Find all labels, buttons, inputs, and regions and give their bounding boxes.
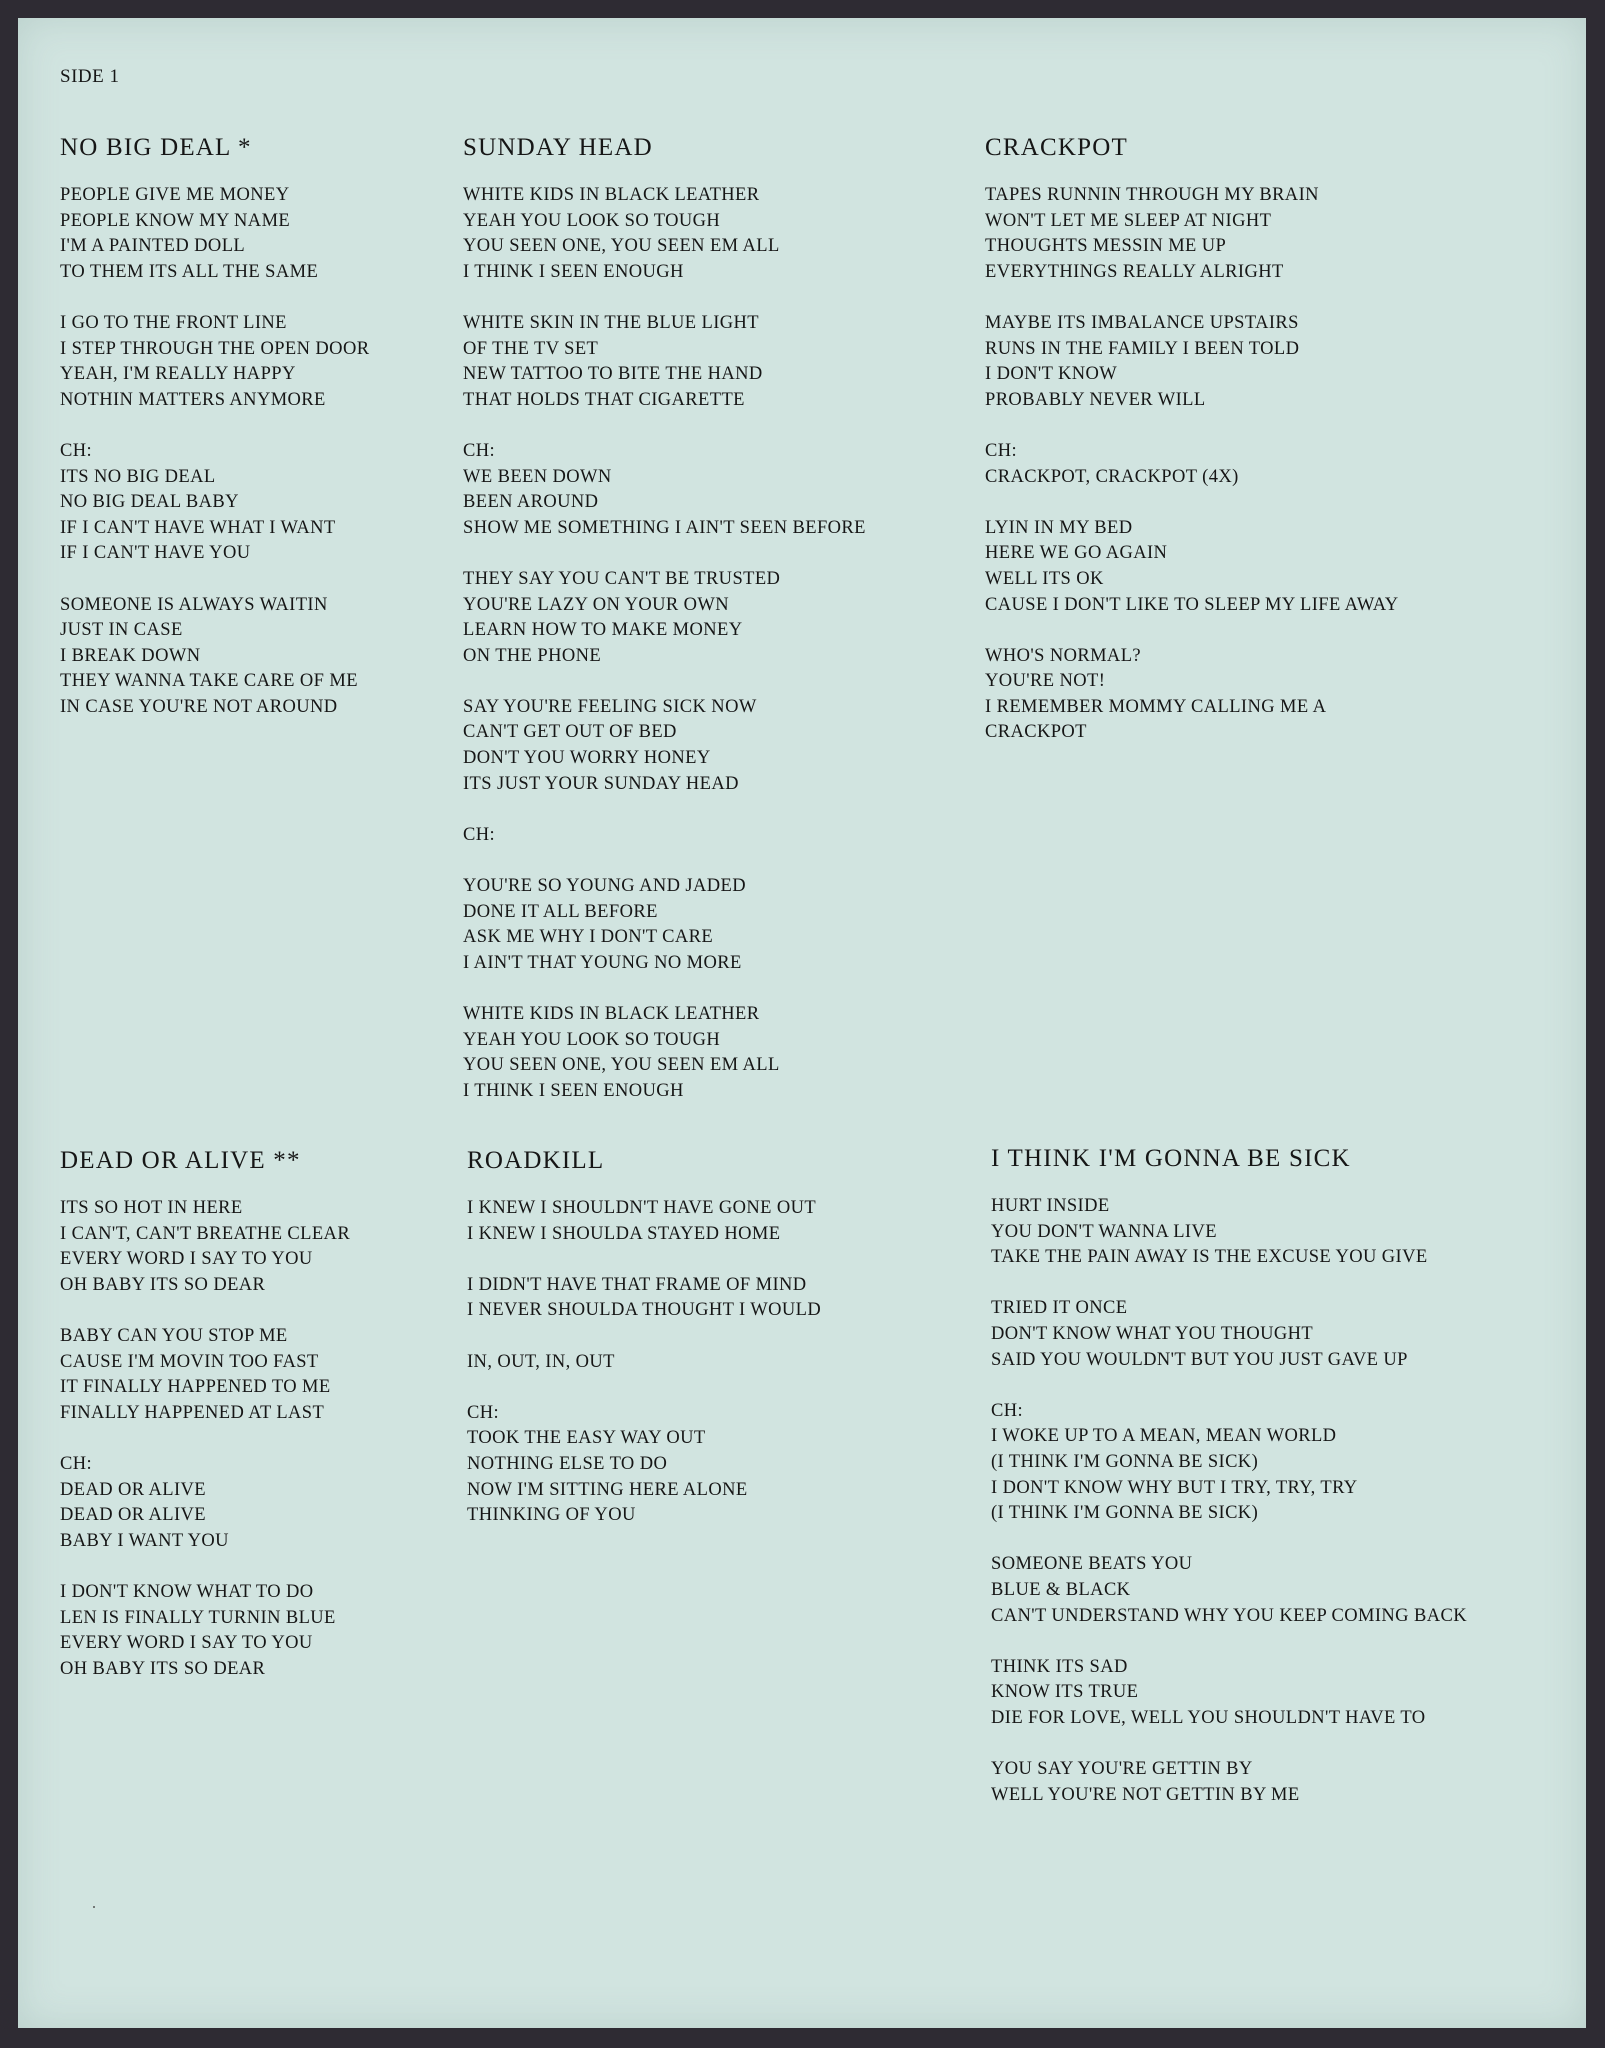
lyric-line: PEOPLE KNOW MY NAME — [60, 210, 291, 231]
lyric-line: ASK ME WHY I DON'T CARE — [463, 927, 714, 948]
stanza — [985, 644, 1399, 746]
song-title: I THINK I'M GONNA BE SICK — [991, 1145, 1351, 1172]
stanza — [991, 1194, 1467, 1271]
lyric-line: I THINK I SEEN ENOUGH — [463, 1080, 684, 1101]
lyric-line: I AIN'T THAT YOUNG NO MORE — [463, 952, 742, 973]
lyric-line: CAN'T GET OUT OF BED — [463, 722, 677, 743]
lyric-line: BABY CAN YOU STOP ME — [60, 1325, 288, 1346]
lyric-line: DEAD OR ALIVE — [60, 1479, 206, 1500]
stanza — [463, 439, 866, 541]
lyric-line: TRIED IT ONCE — [991, 1298, 1128, 1319]
lyric-line: FINALLY HAPPENED AT LAST — [60, 1402, 325, 1423]
lyric-line: THINKING OF YOU — [467, 1505, 636, 1526]
lyric-line: NOTHIN MATTERS ANYMORE — [60, 389, 326, 410]
lyric-line: NEW TATTOO TO BITE THE HAND — [463, 364, 763, 385]
lyric-line: IN, OUT, IN, OUT — [467, 1351, 615, 1372]
lyric-line: MAYBE ITS IMBALANCE UPSTAIRS — [985, 312, 1299, 333]
lyric-line: SAID YOU WOULDN'T BUT YOU JUST GAVE UP — [991, 1349, 1408, 1370]
stanza — [985, 516, 1399, 618]
lyric-line: YOU SEEN ONE, YOU SEEN EM ALL — [463, 236, 780, 257]
lyric-line: I WOKE UP TO A MEAN, MEAN WORLD — [991, 1426, 1337, 1447]
lyric-line: (I THINK I'M GONNA BE SICK) — [991, 1503, 1259, 1524]
lyric-line: DIE FOR LOVE, WELL YOU SHOULDN'T HAVE TO — [991, 1707, 1426, 1728]
stanza — [60, 311, 369, 413]
lyric-line: DONE IT ALL BEFORE — [463, 901, 658, 922]
stanza — [985, 439, 1399, 490]
stanza — [467, 1401, 821, 1529]
lyric-line: CAUSE I DON'T LIKE TO SLEEP MY LIFE AWAY — [985, 594, 1399, 615]
lyric-line: IN CASE YOU'RE NOT AROUND — [60, 696, 338, 717]
lyric-line: CH: — [60, 440, 93, 461]
stanza — [463, 567, 866, 669]
lyric-line: YOU SEEN ONE, YOU SEEN EM ALL — [463, 1055, 780, 1076]
lyric-line: WE BEEN DOWN — [463, 466, 612, 487]
stanza — [463, 311, 866, 413]
stanza — [60, 1580, 350, 1682]
stanza — [467, 1196, 821, 1247]
lyric-line: EVERYTHINGS REALLY ALRIGHT — [985, 261, 1284, 282]
lyric-line: CH: — [467, 1402, 500, 1423]
song-title: ROADKILL — [467, 1147, 605, 1174]
lyric-line: BABY I WANT YOU — [60, 1530, 229, 1551]
stanza — [991, 1399, 1467, 1527]
lyric-line: ON THE PHONE — [463, 645, 602, 666]
lyric-line: I KNEW I SHOULDN'T HAVE GONE OUT — [467, 1198, 817, 1218]
lyric-line: LEN IS FINALLY TURNIN BLUE — [60, 1607, 336, 1628]
lyric-line: SAY YOU'RE FEELING SICK NOW — [463, 696, 757, 717]
lyric-line: SOMEONE IS ALWAYS WAITIN — [60, 594, 328, 615]
lyric-line: PROBABLY NEVER WILL — [985, 389, 1206, 410]
lyric-line: YOU'RE NOT! — [985, 671, 1106, 692]
stanza — [60, 1196, 350, 1298]
lyric-line: OH BABY ITS SO DEAR — [60, 1658, 266, 1679]
lyric-line: CAUSE I'M MOVIN TOO FAST — [60, 1351, 319, 1372]
song-title: CRACKPOT — [985, 134, 1128, 161]
lyric-line: ITS JUST YOUR SUNDAY HEAD — [463, 773, 739, 794]
lyric-line: ITS NO BIG DEAL — [60, 466, 216, 487]
lyric-line: WELL YOU'RE NOT GETTIN BY ME — [991, 1784, 1300, 1805]
lyric-line: CH: — [991, 1400, 1024, 1421]
song-title: DEAD OR ALIVE ** — [60, 1147, 301, 1174]
lyric-line: I GO TO THE FRONT LINE — [60, 312, 287, 333]
stanza — [60, 183, 369, 285]
lyric-line: I KNEW I SHOULDA STAYED HOME — [467, 1223, 781, 1244]
song-sunday-head — [463, 134, 866, 1130]
lyric-line: ITS SO HOT IN HERE — [60, 1198, 243, 1218]
stanza — [991, 1757, 1467, 1808]
lyric-line: CH: — [60, 1453, 93, 1474]
lyric-line: I DON'T KNOW — [985, 364, 1118, 385]
lyric-line: WON'T LET ME SLEEP AT NIGHT — [985, 210, 1272, 231]
lyric-line: OH BABY ITS SO DEAR — [60, 1274, 266, 1295]
song-dead-or-alive — [60, 1147, 350, 1708]
lyric-line: DON'T YOU WORRY HONEY — [463, 748, 711, 769]
stanza — [467, 1350, 821, 1376]
lyric-line: YOU'RE SO YOUNG AND JADED — [463, 876, 746, 897]
lyric-line: WHO'S NORMAL? — [985, 645, 1142, 666]
lyric-line: CH: — [463, 440, 496, 461]
stanza — [991, 1296, 1467, 1373]
song-i-think-im-gonna-be-sick — [991, 1145, 1467, 1834]
lyric-line: DON'T KNOW WHAT YOU THOUGHT — [991, 1323, 1314, 1344]
lyric-line: THAT HOLDS THAT CIGARETTE — [463, 389, 745, 410]
stanza — [991, 1552, 1467, 1629]
lyric-line: RUNS IN THE FAMILY I BEEN TOLD — [985, 338, 1300, 359]
lyric-line: I CAN'T, CAN'T BREATHE CLEAR — [60, 1223, 351, 1244]
song-crackpot — [985, 134, 1399, 772]
lyric-line: BLUE & BLACK — [991, 1579, 1131, 1600]
lyric-line: I BREAK DOWN — [60, 645, 201, 666]
lyric-line: CAN'T UNDERSTAND WHY YOU KEEP COMING BACK — [991, 1605, 1467, 1626]
lyric-line: PEOPLE GIVE ME MONEY — [60, 185, 290, 205]
lyric-line: I NEVER SHOULDA THOUGHT I WOULD — [467, 1300, 822, 1321]
stanza — [985, 311, 1399, 413]
song-title: NO BIG DEAL * — [60, 134, 252, 161]
lyric-line: YOU SAY YOU'RE GETTIN BY — [991, 1759, 1253, 1780]
lyric-line: YOU DON'T WANNA LIVE — [991, 1221, 1217, 1242]
stanza — [463, 183, 866, 285]
stanza — [463, 695, 866, 797]
lyric-line: CRACKPOT, CRACKPOT (4X) — [985, 466, 1239, 487]
lyric-line: WHITE KIDS IN BLACK LEATHER — [463, 1004, 760, 1024]
lyric-line: THEY WANNA TAKE CARE OF ME — [60, 671, 358, 692]
stanza — [985, 183, 1399, 285]
stanza — [60, 593, 369, 721]
lyric-line: I REMEMBER MOMMY CALLING ME A — [985, 696, 1327, 717]
lyric-line: IF I CAN'T HAVE WHAT I WANT — [60, 517, 336, 538]
lyric-line: I DIDN'T HAVE THAT FRAME OF MIND — [467, 1274, 807, 1295]
lyric-line: HERE WE GO AGAIN — [985, 543, 1168, 564]
lyric-line: THINK ITS SAD — [991, 1656, 1128, 1677]
lyric-line: CRACKPOT — [985, 722, 1087, 743]
stanza — [463, 823, 866, 849]
lyric-line: SHOW ME SOMETHING I AIN'T SEEN BEFORE — [463, 517, 866, 538]
lyric-line: (I THINK I'M GONNA BE SICK) — [991, 1451, 1259, 1472]
stanza — [467, 1273, 821, 1324]
lyric-line: JUST IN CASE — [60, 620, 183, 641]
lyric-line: THEY SAY YOU CAN'T BE TRUSTED — [463, 568, 781, 589]
lyric-line: DEAD OR ALIVE — [60, 1505, 206, 1526]
lyric-line: TOOK THE EASY WAY OUT — [467, 1428, 706, 1449]
lyric-line: OF THE TV SET — [463, 338, 599, 359]
lyric-line: LYIN IN MY BED — [985, 517, 1133, 538]
lyric-line: EVERY WORD I SAY TO YOU — [60, 1249, 313, 1270]
stanza — [991, 1655, 1467, 1732]
lyric-line: NOTHING ELSE TO DO — [467, 1453, 668, 1474]
lyric-line: IF I CAN'T HAVE YOU — [60, 543, 251, 564]
lyric-line: KNOW ITS TRUE — [991, 1682, 1139, 1703]
stanza — [60, 1452, 350, 1554]
stanza — [463, 1002, 866, 1104]
stanza — [60, 1324, 350, 1426]
lyric-line: SOMEONE BEATS YOU — [991, 1554, 1193, 1575]
lyric-line: HURT INSIDE — [991, 1196, 1110, 1216]
lyric-line: YEAH YOU LOOK SO TOUGH — [463, 210, 721, 231]
lyric-line: CH: — [985, 440, 1018, 461]
lyric-line: YEAH YOU LOOK SO TOUGH — [463, 1029, 721, 1050]
lyric-line: WELL ITS OK — [985, 568, 1104, 589]
lyric-line: WHITE SKIN IN THE BLUE LIGHT — [463, 312, 760, 333]
lyric-line: I DON'T KNOW WHY BUT I TRY, TRY, TRY — [991, 1477, 1358, 1498]
song-roadkill — [467, 1147, 821, 1554]
lyric-line: NO BIG DEAL BABY — [60, 492, 239, 513]
lyric-line: TO THEM ITS ALL THE SAME — [60, 261, 319, 282]
lyric-line: NOW I'M SITTING HERE ALONE — [467, 1479, 748, 1500]
lyric-line: TAKE THE PAIN AWAY IS THE EXCUSE YOU GIVE — [991, 1247, 1428, 1268]
song-title: SUNDAY HEAD — [463, 134, 653, 161]
stanza — [463, 874, 866, 976]
lyric-line: CH: — [463, 824, 496, 845]
lyric-line: EVERY WORD I SAY TO YOU — [60, 1633, 313, 1654]
lyric-line: YEAH, I'M REALLY HAPPY — [60, 364, 296, 385]
lyric-line: I DON'T KNOW WHAT TO DO — [60, 1581, 314, 1602]
lyric-line: LEARN HOW TO MAKE MONEY — [463, 620, 743, 641]
lyric-line: I THINK I SEEN ENOUGH — [463, 261, 684, 282]
lyric-line: BEEN AROUND — [463, 492, 599, 513]
song-no-big-deal — [60, 134, 369, 746]
lyric-line: IT FINALLY HAPPENED TO ME — [60, 1377, 331, 1398]
lyric-line: TAPES RUNNIN THROUGH MY BRAIN — [985, 185, 1319, 205]
stanza — [60, 439, 369, 567]
paper-speck — [93, 1906, 95, 1908]
side-label: SIDE 1 — [60, 66, 120, 87]
lyric-line: WHITE KIDS IN BLACK LEATHER — [463, 185, 760, 205]
lyric-line: I STEP THROUGH THE OPEN DOOR — [60, 338, 370, 359]
lyric-line: THOUGHTS MESSIN ME UP — [985, 236, 1227, 257]
lyric-line: YOU'RE LAZY ON YOUR OWN — [463, 594, 730, 615]
lyric-line: I'M A PAINTED DOLL — [60, 236, 246, 257]
